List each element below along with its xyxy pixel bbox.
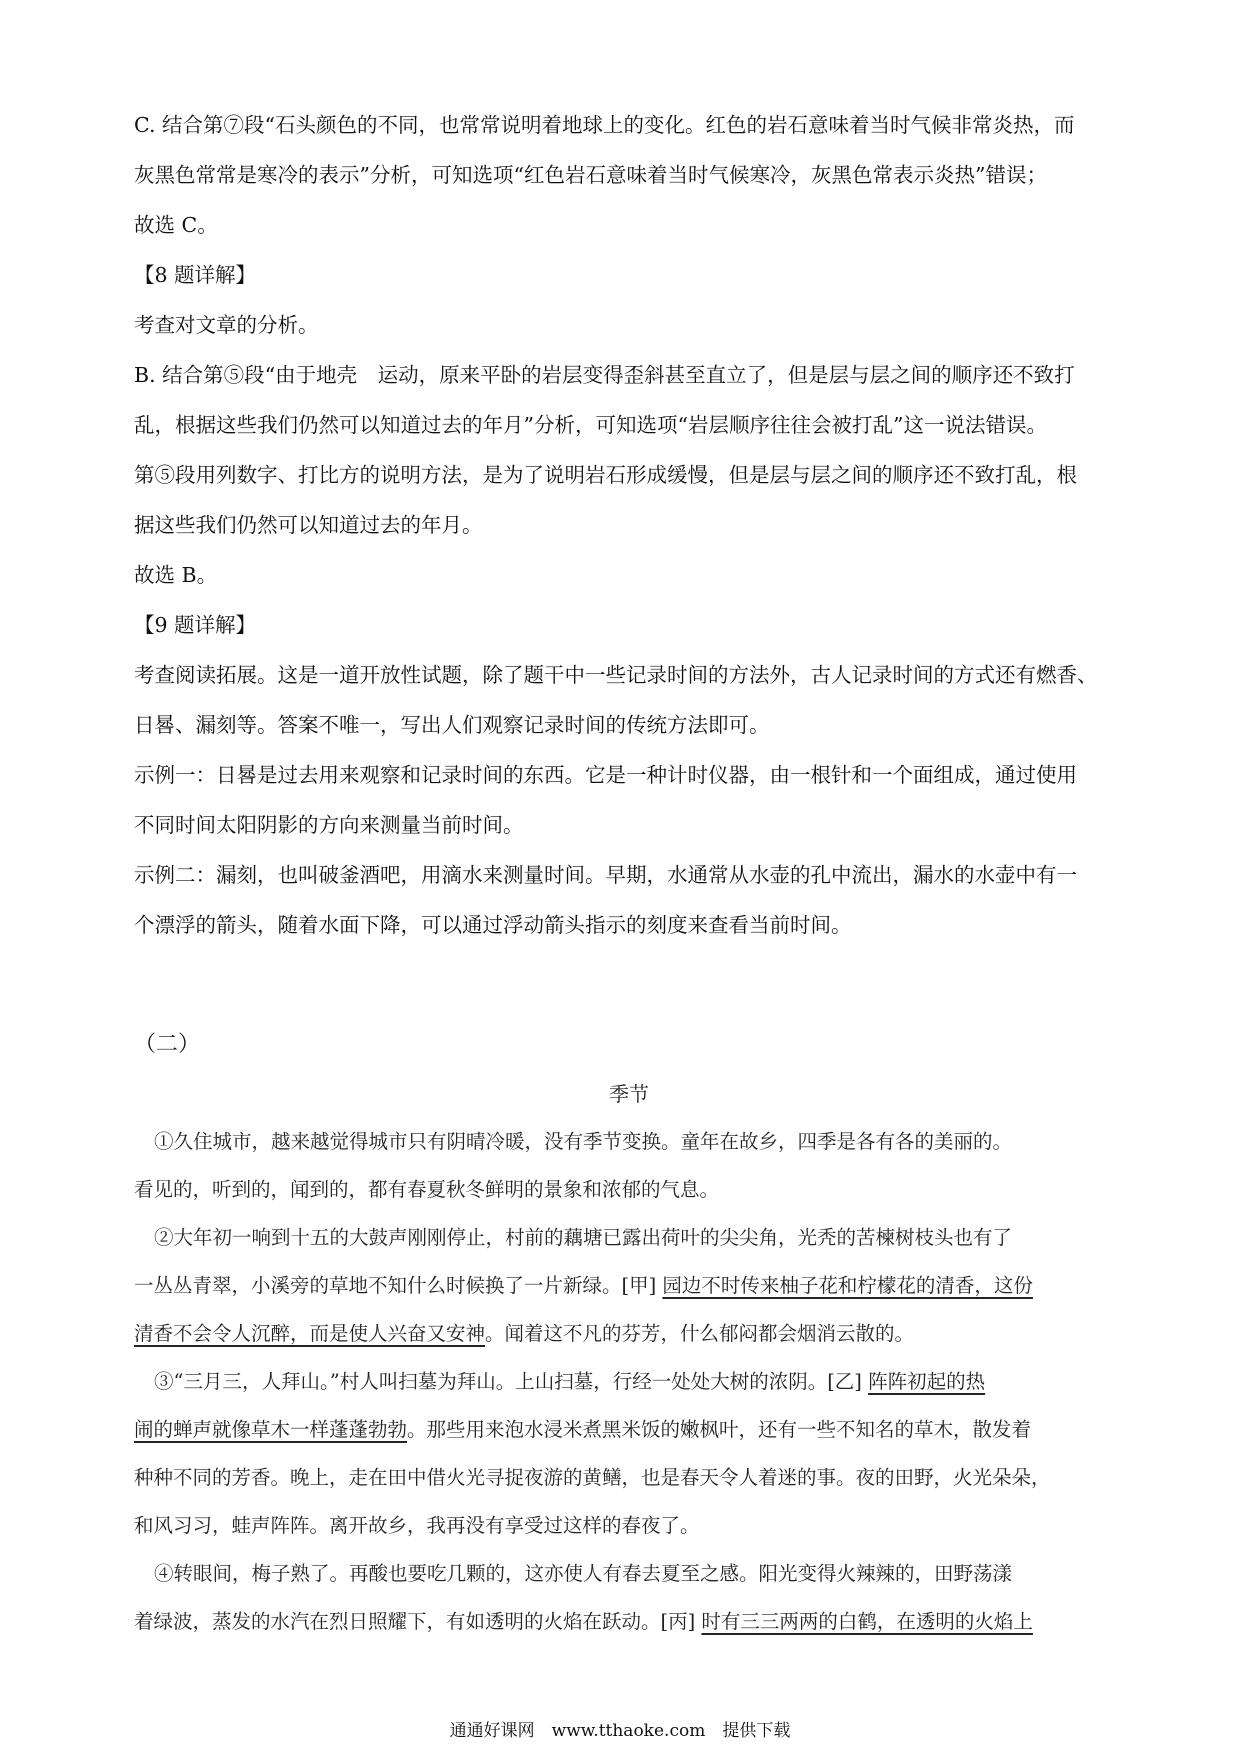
text-line: 乱，根据这些我们仍然可以知道过去的年月”分析，可知选项“岩层顺序往往会被打乱”这一说法错误。	[134, 413, 1047, 437]
section-heading: （二）	[134, 1032, 201, 1057]
text-line: 种种不同的芳香。晚上，走在田中借火光寻捉夜游的黄鳝，也是春天令人着迷的事。夜的田野，火光朵朵，	[134, 1466, 1051, 1489]
text-line	[134, 1262, 1124, 1310]
reading-passage-section	[134, 1020, 1124, 1646]
text-line: 不同时间太阳阴影的方向来测量当前时间。	[134, 813, 524, 837]
passage-title: 季节	[609, 1082, 649, 1106]
document-body	[134, 100, 1124, 1646]
text-line	[134, 1358, 1124, 1406]
text-line: 考查对文章的分析。	[134, 313, 319, 337]
underlined-sentence-jia: 清香不会令人沉醉，而是使人兴奋又安神	[134, 1322, 486, 1345]
underlined-sentence-jia: 园边不时传来柚子花和柠檬花的清香，这份	[662, 1274, 1033, 1297]
text-line: 故选 C。	[134, 213, 218, 237]
paragraph-4	[134, 1550, 1124, 1646]
text-line	[134, 1310, 1124, 1358]
paragraph-2	[134, 1214, 1124, 1358]
text-line	[134, 1406, 1124, 1454]
text-line: ④转眼间，梅子熟了。再酸也要吃几颗的，这亦使人有春去夏至之感。阳光变得火辣辣的，田野荡漾	[154, 1562, 1013, 1585]
answer-explanation-section	[134, 100, 1124, 950]
question-8-heading: 【8 题详解】	[134, 263, 257, 287]
text-line: 灰黑色常常是寒冷的表示”分析，可知选项“红色岩石意味着当时气候寒冷，灰黑色常表示炎热”错误；	[134, 163, 1047, 187]
text-span: 着绿波，蒸发的水汽在烈日照耀下，有如透明的火焰在跃动。[丙]	[134, 1610, 702, 1633]
paragraph-3	[134, 1358, 1124, 1550]
underlined-sentence-yi: 闹的蝉声就像草木一样蓬蓬勃勃	[134, 1418, 408, 1441]
page-footer: 通通好课网 www.tthaoke.com 提供下载	[449, 1721, 791, 1741]
text-span: ③“三月三，人拜山。”村人叫扫墓为拜山。上山扫墓，行经一处处大树的浓阴。[乙]	[154, 1370, 869, 1393]
text-span: 。闻着这不凡的芬芳，什么郁闷都会烟消云散的。	[485, 1322, 915, 1345]
text-line: C. 结合第⑦段“石头颜色的不同，也常常说明着地球上的变化。红色的岩石意味着当时气候非常炎热，而	[134, 113, 1075, 137]
text-line: 日晷、漏刻等。答案不唯一，写出人们观察记录时间的传统方法即可。	[134, 713, 770, 737]
underlined-sentence-bing: 时有三三两两的白鹤，在透明的火焰上	[701, 1610, 1033, 1633]
question-9-heading: 【9 题详解】	[134, 613, 257, 637]
text-line: ②大年初一响到十五的大鼓声刚刚停止，村前的藕塘已露出荷叶的尖尖角，光秃的苦楝树枝头也有了	[154, 1226, 1013, 1249]
text-span: 一丛丛青翠，小溪旁的草地不知什么时候换了一片新绿。[甲]	[134, 1274, 663, 1297]
text-span: 。那些用来泡水浸米煮黑米饭的嫩枫叶，还有一些不知名的草木，散发着	[407, 1418, 1032, 1441]
text-line: 和风习习，蛙声阵阵。离开故乡，我再没有享受过这样的春夜了。	[134, 1514, 700, 1537]
paragraph-1	[134, 1118, 1124, 1214]
underlined-sentence-yi: 阵阵初起的热	[868, 1370, 986, 1393]
text-line: 据这些我们仍然可以知道过去的年月。	[134, 513, 483, 537]
text-line: 个漂浮的箭头，随着水面下降，可以通过浮动箭头指示的刻度来查看当前时间。	[134, 913, 852, 937]
text-line: 看见的，听到的，闻到的，都有春夏秋冬鲜明的景象和浓郁的气息。	[134, 1178, 720, 1201]
text-line: 示例一：日晷是过去用来观察和记录时间的东西。它是一种计时仪器，由一根针和一个面组成，通过使用	[134, 763, 1077, 787]
text-line: ①久住城市，越来越觉得城市只有阴晴冷暖，没有季节变换。童年在故乡，四季是各有各的美丽的。	[154, 1130, 1013, 1153]
text-line: 第⑤段用列数字、打比方的说明方法，是为了说明岩石形成缓慢，但是层与层之间的顺序还不致打乱，根	[134, 463, 1077, 487]
text-line: 示例二：漏刻，也叫破釜酒吧，用滴水来测量时间。早期，水通常从水壶的孔中流出，漏水的水壶中有一	[134, 863, 1077, 887]
text-line: 考查阅读拓展。这是一道开放性试题，除了题干中一些记录时间的方法外，古人记录时间的方式还有燃香、	[134, 663, 1098, 687]
text-line: B. 结合第⑤段“由于地壳 运动，原来平卧的岩层变得歪斜甚至直立了，但是层与层之间的顺序还不致打	[134, 363, 1075, 387]
text-line	[134, 1598, 1124, 1646]
text-line: 故选 B。	[134, 563, 218, 587]
